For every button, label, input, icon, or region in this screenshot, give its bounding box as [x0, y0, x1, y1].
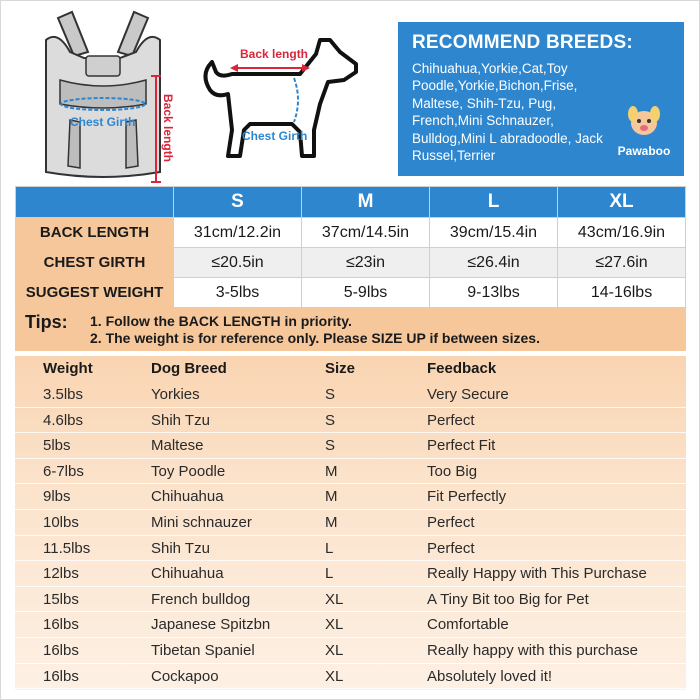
weight-cell: 16lbs — [43, 642, 79, 659]
size-header-m: M — [302, 187, 430, 218]
header-feedback: Feedback — [427, 360, 497, 377]
recommend-breeds-panel — [398, 22, 684, 176]
carrier-chest-label: Chest Girth — [70, 115, 136, 129]
carrier-back-label: Back length — [161, 94, 175, 163]
size-cell: ≤20.5in — [174, 248, 302, 278]
weight-cell: 4.6lbs — [43, 411, 84, 429]
size-cell: M — [325, 462, 338, 480]
weight-cell: 9lbs — [43, 488, 71, 506]
size-row-back-length — [16, 218, 686, 248]
weight-cell: 16lbs — [43, 616, 79, 634]
tips-banner — [15, 308, 686, 351]
weight-cell: 6-7lbs — [43, 462, 84, 480]
size-cell: M — [325, 514, 338, 531]
weight-cell: 15lbs — [43, 590, 79, 608]
table-row — [15, 408, 686, 434]
weight-cell: 11.5lbs — [43, 539, 91, 557]
table-row — [15, 664, 686, 690]
feedback-cell: Perfect — [427, 411, 475, 429]
breed-cell: Maltese — [151, 437, 204, 455]
size-cell: 3-5lbs — [174, 278, 302, 308]
size-cell: ≤27.6in — [558, 248, 686, 278]
dog-back-label: Back length — [240, 47, 309, 61]
breeds-list: Chihuahua,Yorkie,Cat,Toy Poodle,Yorkie,Bichon,Frise, Maltese, Shih-Tzu, Pug, French,Mini Schnauzer, Bulldog,Mini L abradoodle, Jack Russel,Terrier — [412, 61, 603, 164]
feedback-cell: Comfortable — [427, 616, 509, 634]
size-cell: 31cm/12.2in — [174, 218, 302, 248]
feedback-cell: Really Happy with This Purchase — [427, 565, 647, 583]
tip-line-2: 2. The weight is for reference only. Please SIZE UP if between sizes. — [90, 330, 540, 346]
table-row — [15, 459, 686, 485]
row-divider — [15, 688, 686, 689]
size-cell: XL — [325, 616, 344, 634]
feedback-cell: A Tiny Bit too Big for Pet — [427, 590, 589, 608]
size-cell: 9-13lbs — [430, 278, 558, 308]
size-cell: L — [325, 565, 334, 583]
breed-cell: Chihuahua — [151, 565, 224, 583]
size-cell: 5-9lbs — [302, 278, 430, 308]
table-row — [15, 510, 686, 536]
size-illustration — [0, 0, 395, 185]
size-row-chest-girth — [16, 248, 686, 278]
size-header-blank — [16, 187, 174, 218]
feedback-cell: Absolutely loved it! — [427, 667, 553, 685]
size-cell: S — [325, 386, 336, 403]
size-header-row — [16, 187, 686, 218]
table-row — [15, 382, 686, 408]
feedback-header-row — [15, 356, 686, 382]
feedback-cell: Very Secure — [427, 386, 509, 403]
weight-cell: 5lbs — [43, 437, 71, 455]
logo-text: Pawaboo — [617, 144, 671, 158]
size-cell: S — [325, 437, 336, 455]
tip-line-1: 1. Follow the BACK LENGTH in priority. — [90, 313, 352, 329]
table-row — [15, 612, 686, 638]
breed-cell: Mini schnauzer — [151, 514, 252, 531]
feedback-table — [15, 356, 686, 690]
breed-cell: Yorkies — [151, 386, 200, 403]
size-cell: ≤26.4in — [430, 248, 558, 278]
size-cell: 39cm/15.4in — [430, 218, 558, 248]
breed-cell: Shih Tzu — [151, 411, 210, 429]
breed-cell: Chihuahua — [151, 488, 224, 506]
size-cell: XL — [325, 642, 344, 659]
feedback-cell: Fit Perfectly — [427, 488, 507, 506]
header-weight: Weight — [43, 360, 93, 377]
dog-logo-icon — [624, 105, 664, 139]
weight-cell: 10lbs — [43, 514, 79, 531]
weight-cell: 16lbs — [43, 667, 79, 685]
breed-cell: French bulldog — [151, 590, 251, 608]
weight-cell: 12lbs — [43, 565, 79, 583]
size-cell: L — [325, 539, 334, 557]
table-row — [15, 433, 686, 459]
size-cell: 43cm/16.9in — [558, 218, 686, 248]
table-row — [15, 587, 686, 613]
size-cell: S — [325, 411, 336, 429]
pawaboo-logo — [616, 105, 672, 158]
breeds-title: RECOMMEND BREEDS: — [412, 32, 633, 53]
table-row — [15, 484, 686, 510]
header-size: Size — [325, 360, 356, 377]
breed-cell: Cockapoo — [151, 667, 219, 685]
size-cell: XL — [325, 667, 344, 685]
breed-cell: Toy Poodle — [151, 462, 226, 480]
feedback-cell: Perfect — [427, 539, 475, 557]
row-label: BACK LENGTH — [16, 218, 174, 248]
size-row-suggest-weight — [16, 278, 686, 308]
feedback-cell: Perfect — [427, 514, 475, 531]
table-row — [15, 638, 686, 664]
size-header-xl: XL — [558, 187, 686, 218]
row-label: CHEST GIRTH — [16, 248, 174, 278]
size-cell: ≤23in — [302, 248, 430, 278]
breed-cell: Tibetan Spaniel — [151, 642, 255, 659]
tips-text — [90, 313, 540, 347]
breed-cell: Shih Tzu — [151, 539, 210, 557]
breed-cell: Japanese Spitzbn — [151, 616, 271, 634]
dog-chest-label: Chest Girth — [242, 129, 308, 143]
size-header-s: S — [174, 187, 302, 218]
table-row — [15, 536, 686, 562]
size-header-l: L — [430, 187, 558, 218]
size-chart-table — [15, 186, 686, 308]
feedback-cell: Really happy with this purchase — [427, 642, 638, 659]
tips-label: Tips: — [25, 312, 68, 332]
size-cell: M — [325, 488, 338, 506]
size-cell: 14-16lbs — [558, 278, 686, 308]
carrier-illustration — [46, 12, 161, 182]
size-cell: 37cm/14.5in — [302, 218, 430, 248]
table-row — [15, 561, 686, 587]
feedback-cell: Too Big — [427, 462, 478, 480]
size-cell: XL — [325, 590, 344, 608]
header-dog-breed: Dog Breed — [151, 360, 227, 377]
feedback-cell: Perfect Fit — [427, 437, 496, 455]
row-label: SUGGEST WEIGHT — [16, 278, 174, 308]
weight-cell: 3.5lbs — [43, 386, 84, 403]
